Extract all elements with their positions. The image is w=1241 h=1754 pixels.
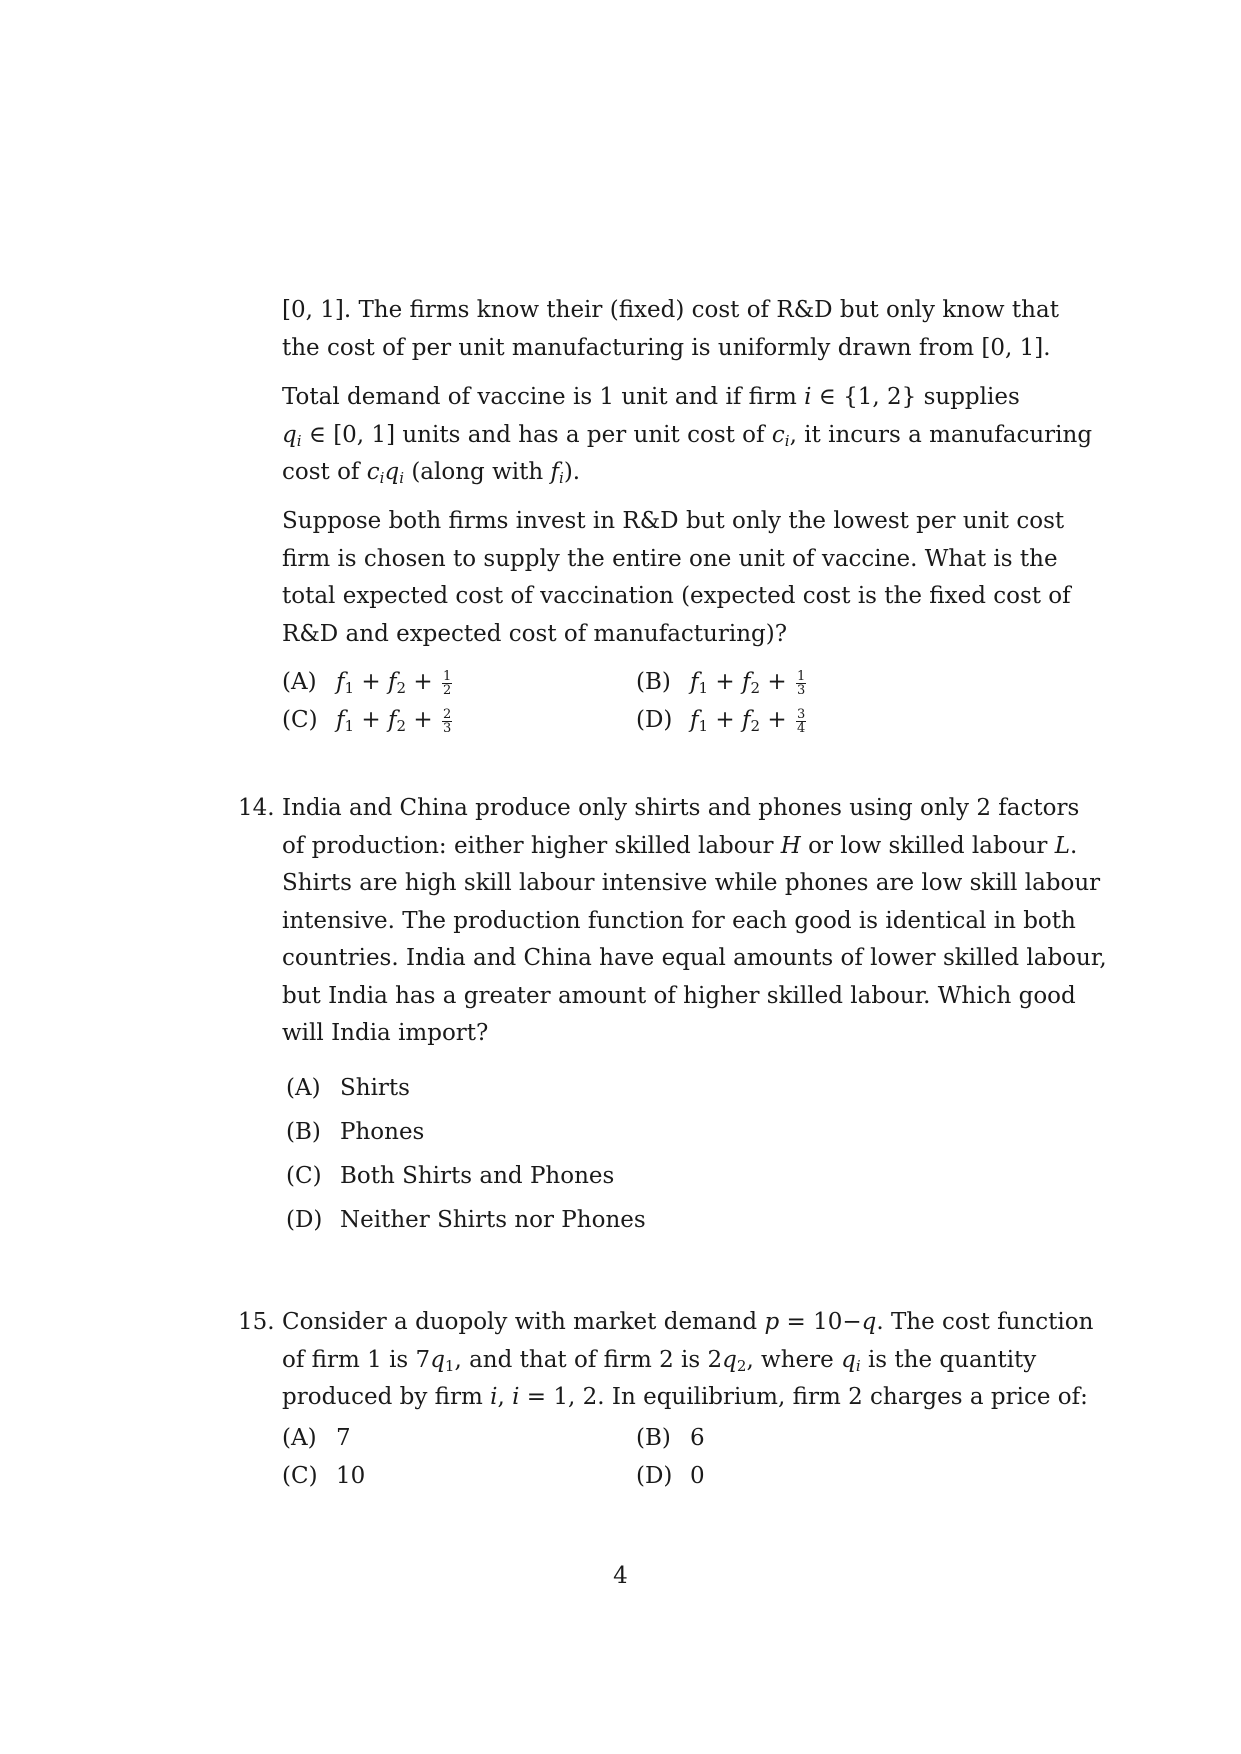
- q13-paragraph-2: [282, 379, 1093, 492]
- q15-number: 15.: [238, 1309, 275, 1335]
- q14-option-c[interactable]: (C) Both Shirts and Phones: [286, 1163, 615, 1189]
- q15-question: [282, 1304, 1094, 1417]
- q13-p2-line-1: Total demand of vaccine is 1 unit and if firm i ∈ {1, 2} supplies: [282, 384, 1020, 410]
- q13-option-c[interactable]: (C) $f_1 + f_2$ + $\frac{2}{3}$: [282, 706, 452, 736]
- q13-p2-line-3: cost of $c_iq_i$ (along with $f_i$).: [282, 459, 581, 487]
- q13-paragraph-3: [282, 503, 1071, 653]
- q15-option-b[interactable]: (B) 6: [636, 1425, 705, 1451]
- q14-line-7: will India import?: [282, 1020, 489, 1046]
- q13-p2-line-2: $q_i$ ∈ [0, 1] units and has a per unit cost of $c_i$, it incurs a manufacuring: [282, 421, 1093, 450]
- q13-paragraph-1: [282, 292, 1059, 367]
- q14-line-3: Shirts are high skill labour intensive while phones are low skill labour: [282, 870, 1101, 896]
- q14-option-d[interactable]: (D) Neither Shirts nor Phones: [286, 1207, 646, 1233]
- fraction: $\frac{1}{2}$: [442, 668, 452, 698]
- q13-option-a[interactable]: (A) $f_1 + f_2$ + $\frac{1}{2}$: [282, 668, 452, 698]
- q14-line-1: India and China produce only shirts and phones using only 2 factors: [282, 795, 1080, 821]
- q13-option-b[interactable]: (B) $f_1 + f_2$ + $\frac{1}{3}$: [636, 668, 806, 698]
- q13-option-d[interactable]: (D) $f_1 + f_2$ + $\frac{3}{4}$: [636, 706, 806, 736]
- fraction: $\frac{2}{3}$: [442, 706, 452, 736]
- q14-line-4: intensive. The production function for each good is identical in both: [282, 907, 1076, 934]
- q14-line-6: but India has a greater amount of higher skilled labour. Which good: [282, 982, 1076, 1009]
- q15-option-c[interactable]: (C) 10: [282, 1463, 366, 1489]
- fraction: $\frac{3}{4}$: [796, 706, 806, 736]
- page-number: 4: [613, 1563, 628, 1589]
- q15-line-3: produced by firm i, i = 1, 2. In equilibrium, firm 2 charges a price of:: [282, 1384, 1088, 1410]
- q15-line-1: Consider a duopoly with market demand p = 10−q. The cost function: [282, 1309, 1094, 1335]
- q13-p1-line-1: [0, 1]. The firms know their (fixed) cost of R&D but only know that: [282, 297, 1059, 323]
- q15-line-2: of firm 1 is $7q_1$, and that of firm 2 is $2q_2$, where $q_i$ is the quantity: [282, 1346, 1037, 1375]
- q13-p1-line-2: the cost of per unit manufacturing is uniformly drawn from [0, 1].: [282, 334, 1051, 361]
- q14-option-b[interactable]: (B) Phones: [286, 1119, 425, 1145]
- q14-option-a[interactable]: (A) Shirts: [286, 1075, 410, 1101]
- q14-line-5: countries. India and China have equal amounts of lower skilled labour,: [282, 945, 1107, 971]
- q13-p3-line-1: Suppose both firms invest in R&D but only the lowest per unit cost: [282, 508, 1065, 534]
- q13-p3-line-2: firm is chosen to supply the entire one unit of vaccine. What is the: [282, 545, 1058, 572]
- fraction: $\frac{1}{3}$: [796, 668, 806, 698]
- q13-p3-line-4: R&D and expected cost of manufacturing)?: [282, 620, 788, 647]
- q14-question: [282, 790, 1107, 1053]
- q14-number: 14.: [238, 795, 275, 821]
- q15-option-a[interactable]: (A) 7: [282, 1425, 351, 1451]
- q15-option-d[interactable]: (D) 0: [636, 1463, 705, 1489]
- q13-p3-line-3: total expected cost of vaccination (expected cost is the fixed cost of: [282, 583, 1071, 609]
- q14-line-2: of production: either higher skilled labour H or low skilled labour L.: [282, 832, 1078, 859]
